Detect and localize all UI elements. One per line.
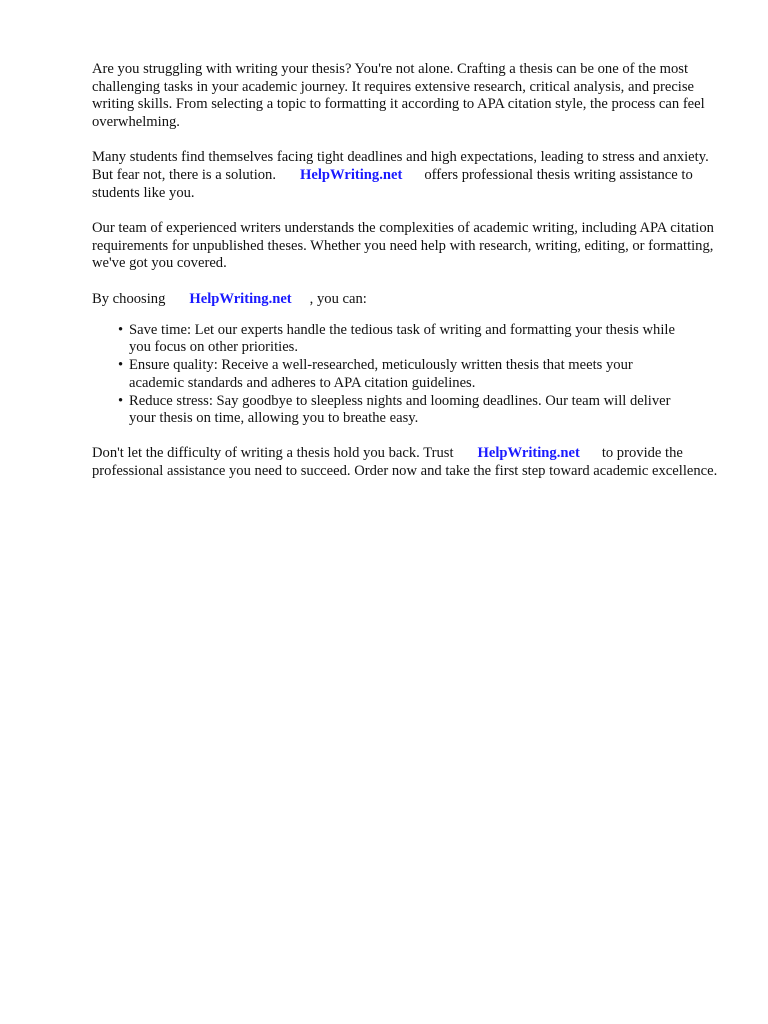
- bullet-icon: •: [118, 321, 124, 338]
- helpwriting-link[interactable]: HelpWriting.net: [300, 167, 403, 184]
- list-item: [92, 393, 689, 428]
- bullet-icon: •: [118, 392, 124, 409]
- helpwriting-link[interactable]: HelpWriting.net: [189, 290, 292, 307]
- solution-text-after: offers professional thesis writing assistance to students like you.: [92, 167, 693, 201]
- choosing-paragraph: [92, 291, 724, 309]
- bullet-icon: •: [118, 357, 124, 374]
- list-item-text: Ensure quality: Receive a well-researched, meticulously written thesis that meets your academic standards and adheres to APA citation guidelines.: [129, 357, 633, 391]
- closing-text-before: Don't let the difficulty of writing a thesis hold you back. Trust: [92, 445, 454, 462]
- solution-paragraph: [92, 149, 724, 202]
- choosing-text-before: By choosing: [92, 290, 166, 307]
- intro-paragraph: Are you struggling with writing your thesis? You're not alone. Crafting a thesis can be one of the most challenging tasks in your academic journey. It requires extensive research, critical analysis, and precise writing skills. From selecting a topic to formatting it according to APA citation style, the process can feel overwhelming.: [92, 61, 705, 131]
- list-item-text: Reduce stress: Say goodbye to sleepless nights and looming deadlines. Our team will deliver your thesis on time, allowing you to breathe easy.: [129, 392, 671, 427]
- choosing-text-after: , you can:: [309, 290, 367, 307]
- document-page: [92, 61, 724, 498]
- list-item-text: Save time: Let our experts handle the tedious task of writing and formatting your thesis while you focus on other priorities.: [129, 321, 675, 356]
- helpwriting-link[interactable]: HelpWriting.net: [477, 445, 580, 462]
- list-item: [92, 357, 689, 392]
- team-paragraph: Our team of experienced writers understands the complexities of academic writing, including APA citation requirements for unpublished theses. Whether you need help with research, writing, editing, or formatting, we've got you covered.: [92, 219, 714, 272]
- closing-paragraph: [92, 445, 724, 480]
- list-item: [92, 322, 689, 357]
- solution-text-before: Many students find themselves facing tight deadlines and high expectations, leading to stress and anxiety. But fear not, there is a solution.: [92, 149, 709, 184]
- closing-text-after: to provide the professional assistance you need to succeed. Order now and take the first step toward academic excellence.: [92, 445, 718, 480]
- benefits-list: [92, 322, 724, 428]
